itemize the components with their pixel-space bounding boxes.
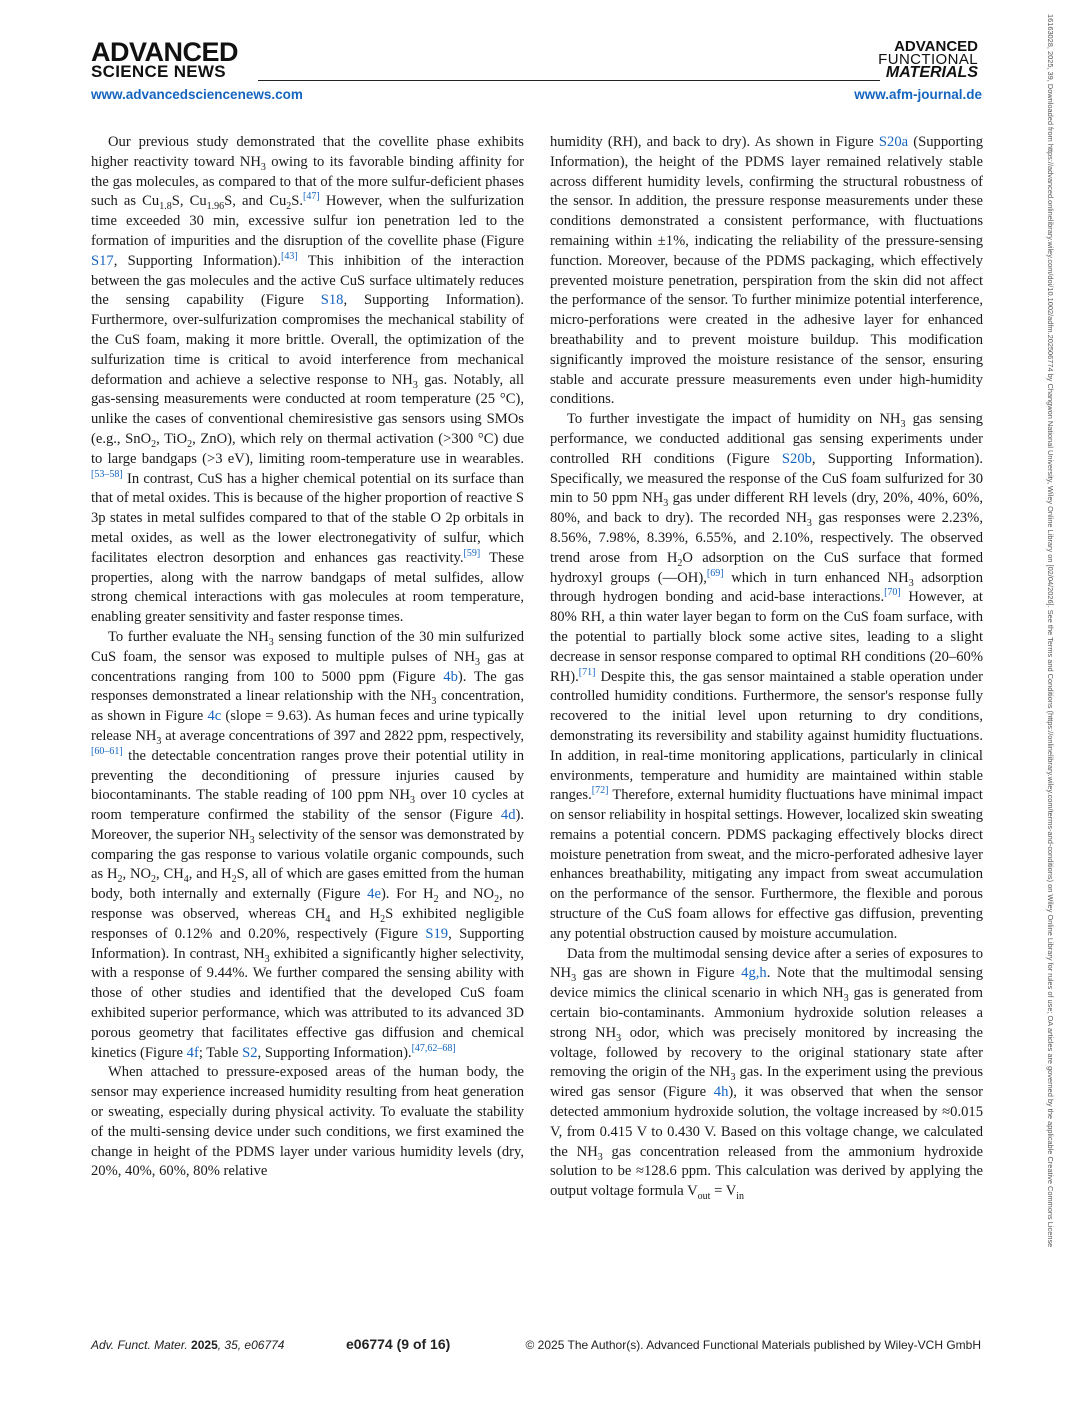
afm-logo-line2: FUNCTIONAL	[878, 51, 978, 68]
figure-link[interactable]: 4c	[207, 708, 222, 725]
footer-copyright: © 2025 The Author(s). Advanced Functional Materials published by Wiley-VCH GmbH	[525, 1338, 981, 1352]
footer-page-number: e06774 (9 of 16)	[346, 1336, 451, 1352]
paragraph: When attached to pressure-exposed areas of the human body, the sensor may experience increased humidity resulting from heat generation or sweating, especially during physical activity. To evaluate the stability of the multi-sensing device under such conditions, we first examined the change in height of the PDMS layer under various humidity levels (dry, 20%, 40%, 60%, 80% relative	[91, 1064, 524, 1180]
figure-link[interactable]: S18	[320, 292, 344, 309]
journal-logo	[91, 37, 239, 81]
left-column	[91, 133, 524, 1182]
figure-link[interactable]: S20b	[781, 450, 812, 467]
citation-link[interactable]: [59]	[463, 547, 481, 559]
download-sidebar	[1038, 14, 1062, 1394]
figure-link[interactable]: 4e	[367, 886, 381, 903]
afm-logo-line1: ADVANCED	[894, 38, 978, 55]
paragraph: To further evaluate the $NH_3$ sensing function of the 30 min sulfurized CuS foam, the sensor was exposed to multiple pulses of $NH_3$ gas at concentrations ranging from 100 to 5000 ppm (Figure 4b). The gas responses demonstrated a linear relationship with the $NH_3$ concentration, as shown in Figure 4c (slope = 9.63). As human feces and urine typically release $NH_3$ at average concentrations of 397 and 2822 ppm, respectively,[60–61] the detectable concentration ranges prove their potential utility in preventing the deconditioning of pressure injuries caused by biocontaminants. The stable reading of 100 ppm $NH_3$ over 10 cycles at room temperature confirmed the stability of the sensor (Figure 4d). Moreover, the superior $NH_3$ selectivity of the sensor was demonstrated by comparing the gas response to various volatile organic compounds, such as $H_2$, $NO_2$, $CH_4$, and $H_2S$, all of which are gases emitted from the human body, both internally and externally (Figure 4e). For $H_2$ and $NO_2$, no response was observed, whereas $CH_4$ and $H_2S$ exhibited negligible responses of 0.12% and 0.20%, respectively (Figure S19, Supporting Information). In contrast, $NH_3$ exhibited a significantly higher selectivity, with a response of 9.44%. We further compared the sensing ability with those of other studies and identified that the developed CuS foam exhibited superior performance, which was attributed to its advanced 3D porous geometry that facilitates effective gas diffusion and chemical kinetics (Figure 4f; Table S2, Supporting Information).[47,62–68]	[91, 628, 525, 1061]
figure-link[interactable]: S19	[425, 925, 449, 942]
figure-link[interactable]: 4f	[186, 1044, 199, 1061]
figure-link[interactable]: S17	[91, 252, 114, 269]
download-sidebar-text: 16163028, 2025, 39, Downloaded from https://advanced.onlinelibrary.wiley.com/doi/10.1002/adfm.202506774 by Changwon National University, Wiley Online Library on [02/04/2026]. See the Terms and Conditions (https://onlinelibrary.wiley.com/terms-and-conditions) on Wiley Online Library for rules of use; OA articles are governed by the applicable Creative Commons License	[1046, 14, 1055, 1248]
figure-link[interactable]: 4g,h	[741, 965, 767, 982]
afm-logo-line3: MATERIALS	[885, 64, 978, 81]
journal-logo-line1: ADVANCED	[91, 37, 239, 67]
citation-link[interactable]: [72]	[591, 785, 609, 797]
footer-citation: Adv. Funct. Mater. 2025, 35, e06774	[91, 1338, 285, 1352]
paragraph: humidity (RH), and back to dry). As shown in Figure S20a (Supporting Information), the height of the PDMS layer remained relatively stable across different humidity levels, confirming the structural robustness of the sensor. In addition, the pressure response measurements under these conditions demonstrated a consistent performance, with fluctuations remaining within ±1%, indicating the reliability of the pressure-sensing function. Moreover, because of the PDMS packaging, which effectively prevented moisture penetration, perspiration from the skin did not affect the performance of the sensor. To further minimize potential interference, micro-perforations were created in the adhesive layer for enhanced breathability and to prevent moisture buildup. This modification significantly improved the moisture resistance of the sensor, ensuring stable and accurate pressure measurements even under high-humidity conditions.	[550, 134, 984, 408]
paragraph: Our previous study demonstrated that the covellite phase exhibits higher reactivity toward $NH_3$ owing to its favorable binding affinity for the gas molecules, as compared to that of the more sulfur-deficient phases such as $Cu_{1.8}S$, $Cu_{1.96}S$, and $Cu_2S.[47]$ However, when the sulfurization time exceeded 30 min, excessive sulfur ion penetration led to the formation of impurities and the disruption of the covellite phase (Figure S17, Supporting Information).[43] This inhibition of the interaction between the gas molecules and the active CuS surface ultimately reduces the sensing capability (Figure S18, Supporting Information). Furthermore, over-sulfurization compromises the mechanical stability of the CuS foam, making it more brittle. Overall, the optimization of the sulfurization time is critical to avoid interference from mechanical deformation and achieve a selective response to $NH_3$ gas. Notably, all gas-sensing measurements were conducted at room temperature (25 °C), unlike the cases of conventional chemiresistive gas sensors using SMOs (e.g., SnO$_2$, TiO$_2$, ZnO), which rely on thermal activation (>300 °C) due to large bandgaps (>3 eV), limiting room-temperature use in wearables.[53–58] In contrast, CuS has a higher chemical potential on its surface than that of metal oxides. This is because of the higher proportion of reactive S 3p states in metal sulfides compared to that of the stable O 2p orbitals in metal oxides, as well as the lower electronegativity of sulfur, which facilitates electron desorption and enhances gas reactivity.[59] These properties, along with the narrow bandgaps of metal sulfides, allow strong chemical interactions with gas molecules at room temperature, enabling greater sensitivity and faster response times.	[91, 134, 525, 626]
right-column	[550, 133, 983, 1202]
afm-logo	[878, 40, 978, 80]
paragraph: To further investigate the impact of humidity on $NH_3$ gas sensing performance, we conducted additional gas sensing experiments under controlled RH conditions (Figure S20b, Supporting Information). Specifically, we measured the response of the CuS foam sulfurized for 30 min to 50 ppm $NH_3$ gas under different RH levels (dry, 20%, 40%, 60%, 80%, and back to dry). The recorded $NH_3$ gas responses were 2.23%, 8.56%, 7.98%, 8.39%, 6.55%, and 2.10%, respectively. The observed trend arose from $H_2O$ adsorption on the CuS surface that formed hydroxyl groups (—OH),[69] which in turn enhanced $NH_3$ adsorption through hydrogen bonding and acid-base interactions.[70] However, at 80% RH, a thin water layer began to form on the CuS foam surface, with the potential to partially block some active sites, leading to a slight decrease in sensor response compared to optimal RH conditions (20–60% RH).[71] Despite this, the gas sensor maintained a stable operation under controlled humidity conditions. Furthermore, the sensor's response fully recovered to the initial level upon returning to dry conditions, demonstrating its reversibility and stability against humidity fluctuations. In addition, in real-time monitoring applications, particularly in clinical environments, temperature and humidity are maintained within stable ranges.[72] Therefore, external humidity fluctuations have minimal impact on sensor reliability in hospital settings. However, localized skin sweating remains a potential concern. PDMS packaging effectively blocks direct moisture penetration from sweat, and the micro-perforated adhesive layer enhances breathability, mitigating any impact from sweat accumulation on the performance of the sensor. Furthermore, the flexible and porous structure of the CuS foam allows for effective gas diffusion, preventing any potential obstruction caused by moisture accumulation.	[550, 411, 984, 942]
citation-link[interactable]: [47]	[303, 191, 320, 203]
page-footer	[91, 1336, 981, 1354]
citation-link[interactable]: [69]	[706, 567, 724, 579]
figure-link[interactable]: 4d	[500, 807, 516, 824]
left-url-link[interactable]: www.advancedsciencenews.com	[91, 87, 303, 102]
figure-link[interactable]: 4b	[443, 668, 458, 685]
citation-link[interactable]: [53–58]	[91, 468, 123, 480]
citation-link[interactable]: [47,62–68]	[411, 1042, 456, 1054]
figure-link[interactable]: S20a	[878, 134, 909, 150]
header-rule	[258, 80, 880, 81]
journal-logo-line2: SCIENCE NEWS	[91, 62, 226, 81]
paragraph: Data from the multimodal sensing device after a series of exposures to $NH_3$ gas are shown in Figure 4g,h. Note that the multimodal sensing device mimics the clinical scenario in which $NH_3$ gas is generated from certain bio-contaminants. Ammonium hydroxide solution releases a strong $NH_3$ odor, which was precisely monitored by increasing the voltage, followed by recovery to the original stationary state after removing the origin of the $NH_3$ gas. In the experiment using the previous wired gas sensor (Figure 4h), it was observed that when the sensor detected ammonium hydroxide solution, the voltage increased by ≈0.015 V, from 0.415 V to 0.430 V. Based on this voltage change, we calculated the $NH_3$ gas concentration released from the ammonium hydroxide solution to be ≈128.6 ppm. This calculation was derived by applying the output voltage formula $V_{out} = V_{in}$	[550, 945, 983, 1203]
citation-link[interactable]: [60–61]	[91, 745, 123, 757]
citation-link[interactable]: [43]	[281, 250, 298, 262]
figure-link[interactable]: S2	[242, 1044, 258, 1061]
right-url-link[interactable]: www.afm-journal.de	[854, 87, 982, 102]
citation-link[interactable]: [70]	[884, 587, 901, 599]
figure-link[interactable]: 4h	[713, 1084, 729, 1101]
citation-link[interactable]: [71]	[578, 666, 596, 678]
